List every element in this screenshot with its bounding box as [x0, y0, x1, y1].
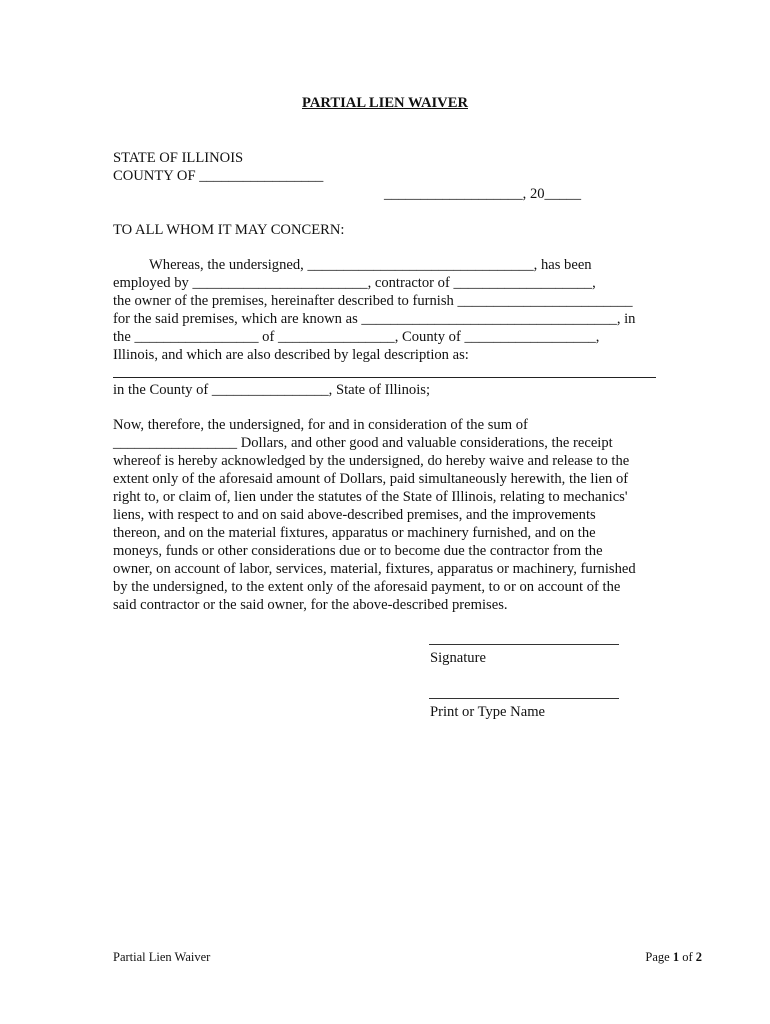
para2-line: moneys, funds or other considerations due or to become due the contractor from the: [113, 543, 603, 559]
para2-line: liens, with respect to and on said above-described premises, and the improvements: [113, 507, 596, 523]
para2-line: said contractor or the said owner, for the above-described premises.: [113, 597, 508, 613]
legal-description-blank[interactable]: [113, 377, 656, 378]
salutation: TO ALL WHOM IT MAY CONCERN:: [113, 222, 345, 238]
para1-line: Illinois, and which are also described by legal description as:: [113, 347, 469, 363]
para2-line: _________________ Dollars, and other good and valuable considerations, the receipt: [113, 435, 613, 451]
signature-label: Signature: [430, 650, 486, 666]
state-line: STATE OF ILLINOIS: [113, 150, 244, 166]
para2-line: by the undersigned, to the extent only of the aforesaid payment, to or on account of the: [113, 579, 621, 595]
page-prefix: Page: [645, 950, 673, 964]
para2-line: owner, on account of labor, services, material, fixtures, apparatus or machinery, furnished: [113, 561, 636, 577]
signature-line[interactable]: [429, 644, 619, 645]
para1-line: Whereas, the undersigned, _______________________________, has been: [149, 257, 592, 273]
page-total: 2: [695, 950, 702, 964]
para2-line: Now, therefore, the undersigned, for and in consideration of the sum of: [113, 417, 528, 433]
print-name-line[interactable]: [429, 698, 619, 699]
para1-line: the owner of the premises, hereinafter described to furnish ________________________: [113, 293, 633, 309]
para1-line: for the said premises, which are known as ___________________________________, in: [113, 311, 636, 327]
footer-document-name: Partial Lien Waiver: [113, 950, 211, 964]
footer-page-number: [645, 948, 702, 966]
para1-line: the _________________ of ________________, County of __________________,: [113, 329, 600, 345]
para1-line: employed by ________________________, contractor of ___________________,: [113, 275, 596, 291]
para2-line: right to, or claim of, lien under the statutes of the State of Illinois, relating to mechanics': [113, 489, 628, 505]
para2-line: extent only of the aforesaid amount of Dollars, paid simultaneously herewith, the lien of: [113, 471, 629, 487]
para2-line: whereof is hereby acknowledged by the undersigned, do hereby waive and release to the: [113, 453, 630, 469]
print-name-label: Print or Type Name: [430, 704, 546, 720]
county-state-line: in the County of ________________, State of Illinois;: [113, 382, 430, 398]
page-of: of: [679, 950, 696, 964]
page-current: 1: [672, 950, 680, 964]
document-title: PARTIAL LIEN WAIVER: [301, 95, 468, 111]
county-line: COUNTY OF _________________: [113, 168, 324, 184]
para2-line: thereon, and on the material fixtures, apparatus or machinery furnished, and on the: [113, 525, 596, 541]
date-line: ___________________, 20_____: [384, 186, 582, 202]
